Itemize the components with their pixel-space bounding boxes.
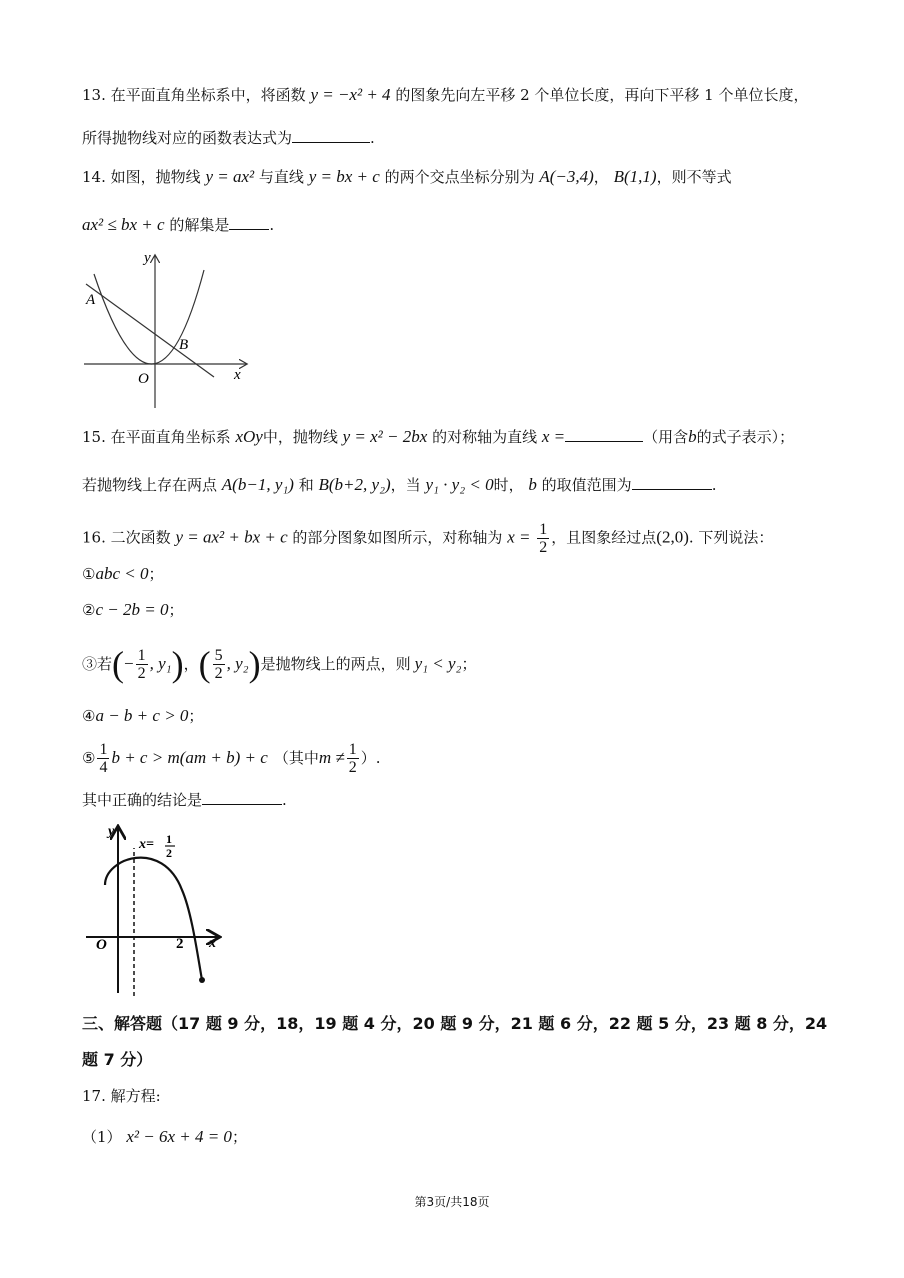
q14-line1 (82, 167, 732, 187)
point-y: , y₁ (149, 654, 172, 673)
q16-text-2: 的部分图象如图所示，对称轴为 (292, 528, 503, 547)
parabola-curve (105, 858, 202, 980)
paren-open: ( (112, 644, 125, 684)
q14-line-equation: y = bx + c (308, 167, 380, 186)
q16-conclusion (82, 790, 287, 810)
sub-question-equation: x² − 6x + 4 = 0 (126, 1127, 232, 1146)
statement-expr: abc < 0 (95, 564, 149, 583)
q16-half-fraction (537, 521, 549, 556)
q14-answer-prompt: 的解集是 (169, 216, 230, 234)
statement-expr: c − 2b = 0 (95, 600, 169, 619)
fraction-denominator: 2 (214, 664, 223, 682)
q13-line2 (82, 128, 375, 148)
q14-sep: ， (593, 168, 609, 186)
point-two-label: 2 (176, 936, 184, 952)
x-label: x (234, 367, 241, 383)
fraction-numerator: 1 (99, 740, 108, 758)
q15-line2-text-3: 时， (493, 476, 524, 494)
y-label: y (108, 824, 115, 839)
origin-label: O (138, 371, 149, 387)
statement-end: ； (461, 655, 477, 673)
q14-parabola: y = ax² (205, 167, 255, 186)
statement-text: 是抛物线上的两点，则 (260, 655, 411, 673)
statement-marker: ③若 (82, 655, 113, 673)
q14-line2 (82, 215, 274, 235)
paren-open: ( (198, 644, 211, 684)
q15-and: 和 (298, 476, 314, 494)
fraction (97, 741, 109, 776)
symmetry-axis-num: 1 (166, 832, 172, 846)
statement-end: ； (148, 565, 164, 583)
q14-point-b: B(1,1) (613, 167, 657, 186)
q14-figure (82, 246, 252, 411)
q13-answer-blank (292, 128, 370, 143)
fraction-numerator: 1 (137, 646, 146, 664)
q15-text: 在平面直角坐标系 (110, 428, 231, 446)
q16-statement-5 (82, 738, 380, 778)
statement-marker: ② (82, 601, 96, 619)
fraction-denominator: 2 (348, 758, 357, 776)
statement-m: m ≠ (318, 748, 345, 767)
q15-function: y = x² − 2bx (342, 427, 428, 446)
q15-answer-blank-2 (632, 475, 712, 490)
statement-end: ）. (360, 749, 381, 767)
q16-point: (2,0) (656, 527, 689, 547)
comma: ， (183, 655, 199, 673)
fraction-numerator: 1 (348, 740, 357, 758)
q13-answer-prompt: 所得抛物线对应的函数表达式为 (82, 129, 293, 147)
paren-close: ) (171, 644, 184, 684)
fraction (213, 647, 225, 682)
q15-text-2: 中，抛物线 (262, 428, 338, 446)
q13-line1 (82, 85, 809, 105)
q16-text: 二次函数 (110, 528, 171, 547)
q16-line1 (82, 521, 773, 556)
q15-line2-text-2: ，当 (390, 476, 421, 494)
q15-answer-blank-1 (565, 427, 643, 442)
q15-point-a: A(b−1, y₁) (221, 475, 294, 494)
q13-text-2: 的图象先向左平移 2 个单位长度，再向下平移 1 个单位长度， (395, 86, 809, 104)
statement-condition: y₁ < y₂ (414, 654, 462, 673)
q15-text-5: 的式子表示）； (696, 428, 795, 446)
q14-text-3: 的两个交点坐标分别为 (384, 168, 535, 186)
q15-b: b (688, 427, 697, 446)
statement-end: ； (168, 601, 184, 619)
x-label: x (209, 936, 216, 951)
q15-point-b: B(b+2, y₂) (318, 475, 391, 494)
fraction-numerator: 1 (539, 521, 548, 538)
statement-marker: ⑤ (82, 749, 96, 767)
fraction-denominator: 2 (539, 539, 548, 556)
q15-text-3: 的对称轴为直线 (432, 428, 538, 446)
q15-line2 (82, 475, 716, 495)
q14-inequality: ax² ≤ bx + c (82, 215, 165, 234)
fraction-denominator: 4 (99, 758, 108, 776)
q16-answer-prompt: 其中正确的结论是 (82, 791, 203, 809)
q16-statement-2 (82, 600, 183, 620)
minus-sign: − (124, 654, 134, 673)
curve-endpoint (199, 977, 205, 983)
q16-function: y = ax² + bx + c (175, 527, 288, 547)
q15-line2-text: 若抛物线上存在两点 (82, 476, 218, 494)
sub-question-end: ； (231, 1128, 247, 1146)
q14-end: . (269, 216, 275, 234)
q14-point-a: A(−3,4) (539, 167, 594, 186)
q14-answer-blank (229, 215, 269, 230)
origin-label: O (96, 937, 107, 953)
statement-note: （其中 (273, 749, 319, 767)
point-a-label: A (86, 292, 96, 308)
statement-marker: ① (82, 565, 96, 583)
q14-text-4: ，则不等式 (656, 168, 732, 186)
straight-line (86, 284, 214, 377)
q16-statement-3 (82, 644, 476, 684)
q16-text-3: ，且图象经过点 (551, 528, 657, 547)
q15-condition: y₁ · y₂ < 0 (425, 475, 494, 494)
q17-sub1 (82, 1127, 247, 1147)
q15-text-4: （用含 (643, 428, 689, 446)
q15-b-2: b (528, 475, 537, 494)
paren-close: ) (248, 644, 261, 684)
y-label: y (144, 250, 151, 266)
symmetry-axis-den: 2 (166, 846, 172, 860)
q16-text-4: . 下列说法： (688, 528, 774, 547)
q15-axis-eq: x = (541, 427, 566, 446)
q13-end: . (370, 129, 375, 147)
sub-question-label: （1） (82, 1128, 122, 1146)
q16-end: . (282, 791, 287, 809)
q15-answer-prompt: 的取值范围为 (541, 476, 632, 494)
q16-statement-4 (82, 706, 203, 726)
point-b-label: B (179, 337, 189, 353)
section-heading-line1: 三、解答题（17 题 9 分，18，19 题 4 分，20 题 9 分，21 题 6 分，22 题 5 分，23 题 8 分，24 (82, 1014, 828, 1033)
fraction (347, 741, 359, 776)
fraction (136, 647, 148, 682)
q15-xoy: xOy (235, 427, 263, 446)
q16-statement-1 (82, 564, 164, 584)
q16-axis-eq: x = (507, 527, 531, 547)
q15-line1 (82, 427, 794, 447)
q14-number: 14. (82, 168, 106, 186)
q17-text: 解方程: (110, 1087, 161, 1105)
symmetry-axis-label: x= (139, 837, 154, 852)
q16-answer-blank (202, 790, 282, 805)
page-footer: 第3页/共18页 (414, 1195, 490, 1209)
q13-number: 13. (82, 86, 106, 104)
q17-number: 17. (82, 1087, 106, 1105)
fraction-numerator: 5 (214, 646, 223, 664)
q14-text: 如图，抛物线 (110, 168, 201, 186)
section-heading-line2: 题 7 分） (82, 1050, 153, 1069)
q13-text: 在平面直角坐标系中，将函数 (110, 86, 306, 104)
statement-expr: a − b + c > 0 (95, 706, 189, 725)
point-y: , y₂ (226, 654, 249, 673)
q15-number: 15. (82, 428, 106, 446)
statement-marker: ④ (82, 707, 96, 725)
q16-number: 16. (82, 528, 106, 547)
statement-end: ； (188, 707, 204, 725)
statement-expr: b + c > m(am + b) + c (111, 748, 268, 767)
q16-figure (82, 818, 232, 1004)
fraction-denominator: 2 (137, 664, 146, 682)
q15-end: . (711, 476, 717, 494)
q17-line1 (82, 1086, 161, 1106)
q13-function: y = −x² + 4 (310, 85, 391, 104)
q14-text-2: 与直线 (258, 168, 304, 186)
